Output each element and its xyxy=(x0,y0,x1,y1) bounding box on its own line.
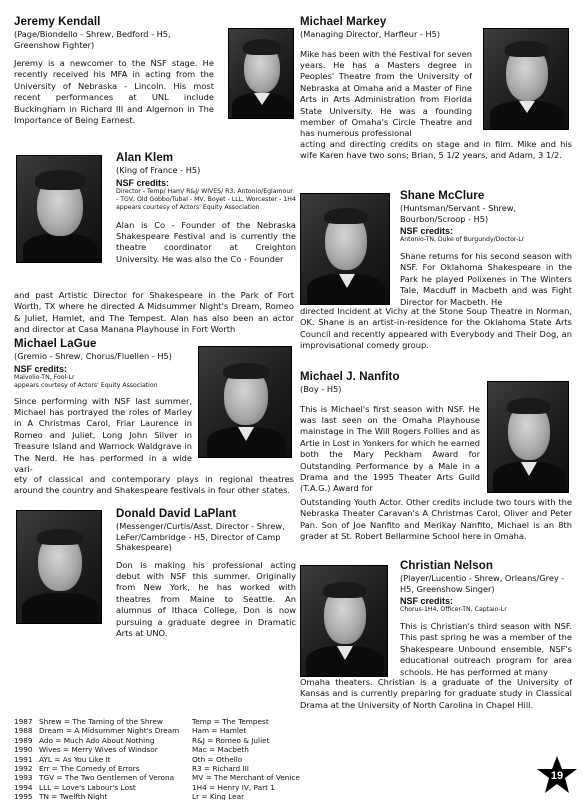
actor-bio: This is Christian's third season with NSF. This past spring he was a member of the Shakespeare Unbound ensemble, NSF's educational outreach program for area schools. He has performed at many xyxy=(400,621,572,677)
legend-play-abbrev: Err = The Comedy of Errors xyxy=(39,764,140,774)
legend-row xyxy=(14,783,304,792)
credits-heading: NSF credits: xyxy=(400,226,454,236)
legend-play-abbrev: R3 = Richard III xyxy=(192,764,249,774)
credits-list: Chorus-1H4, Officer-TN, Captain-Lr xyxy=(400,606,507,613)
actor-bio: Shane returns for his second season with NSF. For Oklahoma Shakespeare in the Park he played Polixenes in The Winters Tale, Macduff in Macbeth and was Fight Director for Macbeth. He xyxy=(400,251,572,307)
legend-year: 1994 xyxy=(14,782,33,792)
legend-play-abbrev: Mac = Macbeth xyxy=(192,745,249,755)
legend-year: 1992 xyxy=(14,764,33,774)
legend-play-abbrev: Temp = The Tempest xyxy=(192,717,269,726)
legend-play-abbrev: Oth = Othello xyxy=(192,754,243,764)
credits-list: Director - Temp/ Ham/ R&J/ WIVES/ R3, Antonio/Eglamour - TGV, Old Gobbo/Tubal - MV, Boyet - LLL, Worcester - 1H4 xyxy=(116,187,296,203)
legend-play-abbrev: AYL = As You Like It xyxy=(39,754,111,764)
legend-row xyxy=(14,764,304,773)
legend-year: 1991 xyxy=(14,754,33,764)
legend-play-abbrev: Dream = A Midsummer Night's Dream xyxy=(39,726,180,736)
headshot-nelson xyxy=(300,565,388,677)
headshot-mcclure xyxy=(300,193,390,305)
actor-role: (Huntsman/Servant - Shrew, Bourbon/Scroop - H5) xyxy=(400,203,517,224)
legend-year: 1995 xyxy=(14,792,33,800)
actor-bio: Since performing with NSF last summer, Michael has portrayed the roles of Marley in A Christmas Carol, Friar Laurence in Romeo and Juliet, Long John Silver in Treasure Island and Warnock Waldgrave in The Nerd. He has performed in a wide vari- xyxy=(14,395,192,474)
actor-bio-continued: directed Incident at Vichy at the Stone Soup Theatre in Norman, OK. Shane is an artist-in-residence for the Oklahoma State Arts Council and recently appeared with Everybody and Their Dog, an improvisational comedy group. xyxy=(300,306,572,351)
actor-role: (Messenger/Curtis/Asst. Director - Shrew, LeFer/Cambridge - H5, Director of Camp Shakespeare) xyxy=(116,521,285,552)
legend-play-abbrev: LLL = Love's Labour's Lost xyxy=(39,782,136,792)
actor-role: (Managing Director, Harfleur - H5) xyxy=(300,29,441,39)
actor-klem xyxy=(116,152,296,265)
legend-play-abbrev: Lr = King Lear xyxy=(192,792,245,800)
abbreviation-legend xyxy=(14,717,304,800)
headshot-markey xyxy=(483,28,569,130)
actor-name: Christian Nelson xyxy=(400,560,493,572)
equity-note: appears courtesy of Actors' Equity Association xyxy=(116,203,260,211)
legend-row xyxy=(14,717,304,726)
actor-name: Michael Markey xyxy=(300,16,387,28)
legend-year: 1989 xyxy=(14,735,33,745)
legend-row xyxy=(14,726,304,735)
legend-play-abbrev: 1H4 = Henry IV, Part 1 xyxy=(192,782,275,792)
legend-play-abbrev: Ham = Hamlet xyxy=(192,726,247,736)
credits-list: Antonio-TN, Duke of Burgundy/Doctor-Lr xyxy=(400,236,525,243)
actor-role: (King of France - H5) xyxy=(116,165,201,175)
actor-markey xyxy=(300,16,472,140)
actor-bio-continued: and past Artistic Director for Shakespeare in the Park of Fort Worth, TX where he directed A Midsummer Night's Dream, Romeo & Juliet, Hamlet, and The Tempest. Alan has also been an actor and director at Casa Manana Playhouse in Fort Worth xyxy=(14,290,294,335)
actor-mcclure xyxy=(400,190,572,308)
legend-year: 1987 xyxy=(14,717,33,726)
legend-row xyxy=(14,792,304,800)
actor-bio-continued: acting and directing credits on stage and in film. Mike and his wife Karen have two sons; Brian, 5 1/2 years, and Adam, 3 1/2. xyxy=(300,139,572,161)
actor-kendall xyxy=(14,16,214,126)
actor-bio: Jeremy is a newcomer to the NSF stage. He recently received his MFA in acting from the University of Nebraska - Lincoln. His most recent performances at UNL include Buckingham in Richard III and Algernon in The Importance of Being Earnest. xyxy=(14,58,214,126)
actor-role: (Boy - H5) xyxy=(300,384,342,394)
headshot-kendall xyxy=(228,28,294,119)
credits-list: Malvolio-TN, Fool-Lr xyxy=(14,373,75,381)
actor-bio: Mike has been with the Festival for seven years. He has a Masters degree in Peoples' Theatre from the University of Nebraska at Omaha and a Master of Fine Arts in Arts Administration from Florida State University. He was a founding member of Omaha's Circle Theatre and has numerous professional xyxy=(300,48,472,139)
actor-nanfito xyxy=(300,371,480,495)
credits-heading: NSF credits: xyxy=(14,363,68,374)
legend-play-abbrev: TGV = The Two Gentlemen of Verona xyxy=(39,773,175,783)
legend-play-abbrev: Shrew = The Taming of the Shrew xyxy=(39,717,163,726)
headshot-laplant xyxy=(16,510,102,624)
actor-bio-continued: Omaha theaters. Christian is a graduate of the University of Kansas and is currently preparing for graduate study in Classical Drama at the University of North Carolina in Chapel Hill. xyxy=(300,677,572,710)
legend-play-abbrev: R&J = Romeo & Juliet xyxy=(192,735,270,745)
actor-name: Donald David LaPlant xyxy=(116,508,237,520)
equity-note: appears courtesy of Actors' Equity Association xyxy=(14,381,158,389)
actor-role: (Gremio - Shrew, Chorus/Fluellen - H5) xyxy=(14,351,172,361)
actor-bio-continued: Outstanding Youth Actor. Other credits include two tours with the Nebraska Theater Caravan's A Christmas Carol, Oliver and Peter Pan. Son of Joe Nanfito and Merikay Nanfito, Michael is an 8th grader at St. Robert Bellarmine School here in Omaha. xyxy=(300,497,572,542)
legend-year: 1990 xyxy=(14,745,33,755)
actor-name: Michael LaGue xyxy=(14,338,97,350)
legend-year: 1988 xyxy=(14,726,33,736)
legend-play-abbrev: Ado = Much Ado About Nothing xyxy=(39,735,155,745)
legend-row xyxy=(14,736,304,745)
headshot-nanfito xyxy=(487,381,569,493)
legend-row xyxy=(14,755,304,764)
legend-row xyxy=(14,745,304,754)
headshot-klem xyxy=(16,155,102,263)
actor-name: Alan Klem xyxy=(116,152,174,164)
actor-laplant xyxy=(116,508,296,639)
actor-name: Shane McClure xyxy=(400,190,485,202)
legend-play-abbrev: Wives = Merry Wives of Windsor xyxy=(39,745,158,755)
actor-nelson xyxy=(400,560,572,678)
actor-bio: Alan is Co - Founder of the Nebraska Shakespeare Festival and is currently the theatre coordinator at Creighton University. He was also the Co - Founder xyxy=(116,219,296,264)
actor-bio-continued: ety of classical and contemporary plays in regional theatres around the country and Shakespeare festivals in four other states. xyxy=(14,474,294,496)
legend-row xyxy=(14,773,304,782)
legend-play-abbrev: MV = The Merchant of Venice xyxy=(192,773,300,783)
actor-name: Michael J. Nanfito xyxy=(300,371,400,383)
actor-role: (Page/Biondello - Shrew, Bedford - H5, Greenshow Fighter) xyxy=(14,29,171,50)
credits-heading: NSF credits: xyxy=(400,596,454,606)
actor-bio: This is Michael's first season with NSF. He was last seen on the Omaha Playhouse mainstage in The Will Rogers Follies and as Artie in Lost in Yonkers for which he earned both the Mary Peckham Award for Outstanding Performance by a Male in a Drama and the 1995 Theater Arts Guild (T.A.G.) Award for xyxy=(300,403,480,494)
actor-role: (Player/Lucentio - Shrew, Orleans/Grey - H5, Greenshow Singer) xyxy=(400,573,565,594)
page-number: 19 xyxy=(550,770,564,782)
headshot-lague xyxy=(198,346,292,458)
actor-name: Jeremy Kendall xyxy=(14,16,101,28)
legend-year: 1993 xyxy=(14,773,33,783)
actor-bio: Don is making his professional acting debut with NSF this summer. Originally from New York, he has worked with theatres from Maine to Seattle. An alumnus of Ithaca College, Don is now pursuing a graduate degree in Dramatic Arts at UNO. xyxy=(116,559,296,638)
legend-play-abbrev: TN = Twelfth Night xyxy=(39,792,108,800)
credits-heading: NSF credits: xyxy=(116,177,170,188)
actor-lague xyxy=(14,338,192,475)
